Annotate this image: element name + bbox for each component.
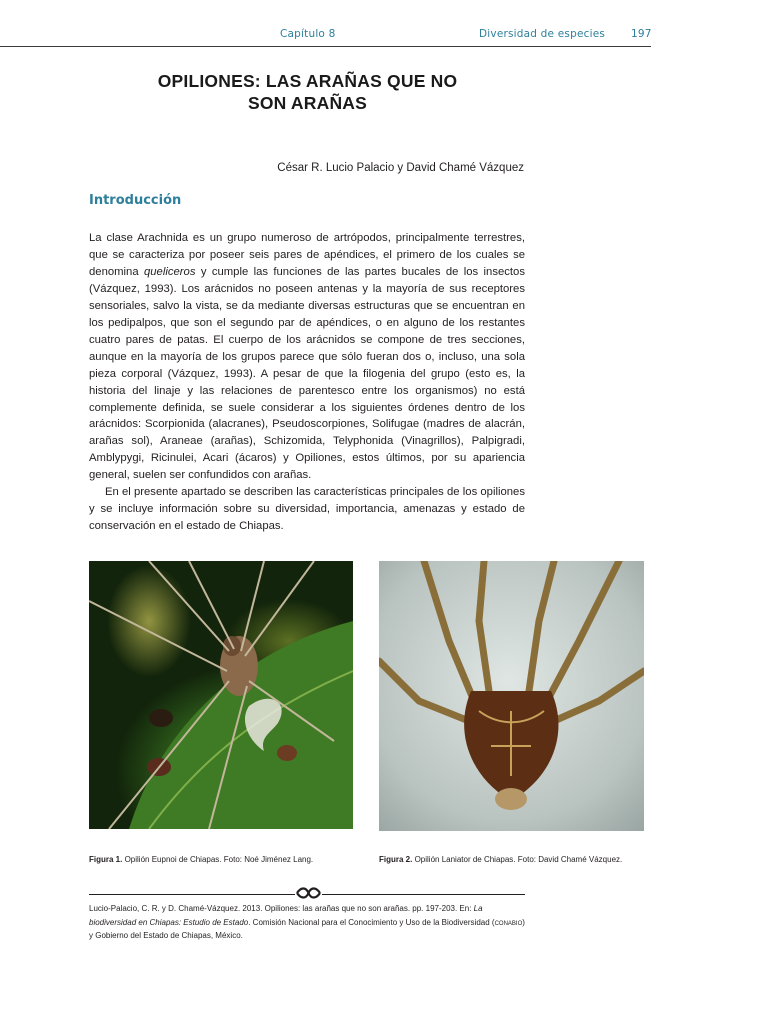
- citation-part-1: Lucio-Palacio, C. R. y D. Chamé-Vázquez. 2013. Opiliones: las arañas que no son arañas. pp. 197-203. En:: [89, 904, 474, 913]
- figure-2-photo: [379, 561, 644, 831]
- authors: César R. Lucio Palacio y David Chamé Vázquez: [277, 162, 524, 174]
- figure-1-photo: [89, 561, 353, 829]
- figure-1-caption: [89, 851, 313, 868]
- figure-1-illustration: [89, 561, 353, 829]
- intro-body: [89, 230, 525, 535]
- title-line-1: OPILIONES: LAS ARAÑAS QUE NO: [157, 71, 458, 91]
- title-line-2: SON ARAÑAS: [248, 93, 367, 113]
- paragraph-1-part-b: y cumple las funciones de las partes bucales de los insectos (Vázquez, 1993). Los arácnidos no poseen antenas y la mayoría de sus receptores sensoriales, salvo la vista, se da mediante diversas estructuras que se encuentran en los pedipalpos, que son el segundo par de apéndices, o en alguno de los restantes cuatro pares de patas. El cuerpo de los arácnidos se compone de tres secciones, aunque en la mayoría de los grupos parece que sólo fueran dos o, incluso, una sola pieza corporal (Vázquez, 1993). A pesar de que la filogenia del grupo (esto es, la historia del linaje y las relaciones de parentesco entre los organismos) no está complemente definida, se suele considerar a los siguientes órdenes dentro de los arácnidos: Scorpionida (alacranes), Pseudoscorpiones, Solifugae (madres de alacrán, arañas sol), Araneae (arañas), Schizomida, Telyphonida (Vinagrillos), Palpigradi, Amblypygi, Ricinulei, Acari (ácaros) y Opiliones, estos últimos, por su apariencia general, suelen ser confundidos con arañas.: [89, 265, 525, 482]
- leaf-hole: [149, 709, 173, 727]
- paragraph-2: En el presente apartado se describen las características principales de los opiliones y se incluye información sobre su diversidad, importancia, amenazas y estado de conservación en el estado de Chiapas.: [89, 486, 525, 533]
- figure-1-caption-text: Opilión Eupnoi de Chiapas. Foto: Noé Jiménez Lang.: [124, 855, 314, 864]
- term-queliceros: queliceros: [143, 265, 196, 278]
- leaf-spot: [277, 745, 297, 761]
- citation-book-title: La biodiversidad en Chiapas: Estudio de Estado: [89, 904, 483, 927]
- ornament-icon: [295, 886, 322, 900]
- figure-2-caption: [379, 851, 647, 868]
- citation-part-2: . Comisión Nacional para el Conocimiento y Uso de la Biodiversidad (: [248, 917, 495, 927]
- paragraph-1-part-a: La clase Arachnida es un grupo numeroso de artrópodos, principalmente terrestres, que se caracteriza por poseer seis pares de apéndices, el primero de los cuales se denomina: [89, 232, 525, 278]
- running-header: [0, 22, 651, 47]
- figure-1-label: Figura 1.: [89, 855, 123, 864]
- article-title: [90, 70, 525, 114]
- header-page-number: 197: [631, 28, 652, 40]
- header-section: Diversidad de especies: [479, 28, 606, 40]
- paragraph-1: [89, 230, 525, 484]
- citation: [89, 902, 525, 943]
- citation-acronym: conabio: [494, 917, 523, 927]
- section-heading-introduccion: Introducción: [89, 193, 182, 208]
- divider-right: [322, 894, 525, 895]
- opilion-pedipalps: [495, 788, 527, 810]
- figure-2-illustration: [379, 561, 644, 831]
- header-chapter: Capítulo 8: [280, 28, 336, 40]
- figure-2-caption-text: Opilión Laniator de Chiapas. Foto: David Chamé Vázquez.: [414, 855, 623, 864]
- divider-left: [89, 894, 295, 895]
- figure-2-label: Figura 2.: [379, 855, 413, 864]
- citation-part-3: ) y Gobierno del Estado de Chiapas, México.: [89, 917, 525, 940]
